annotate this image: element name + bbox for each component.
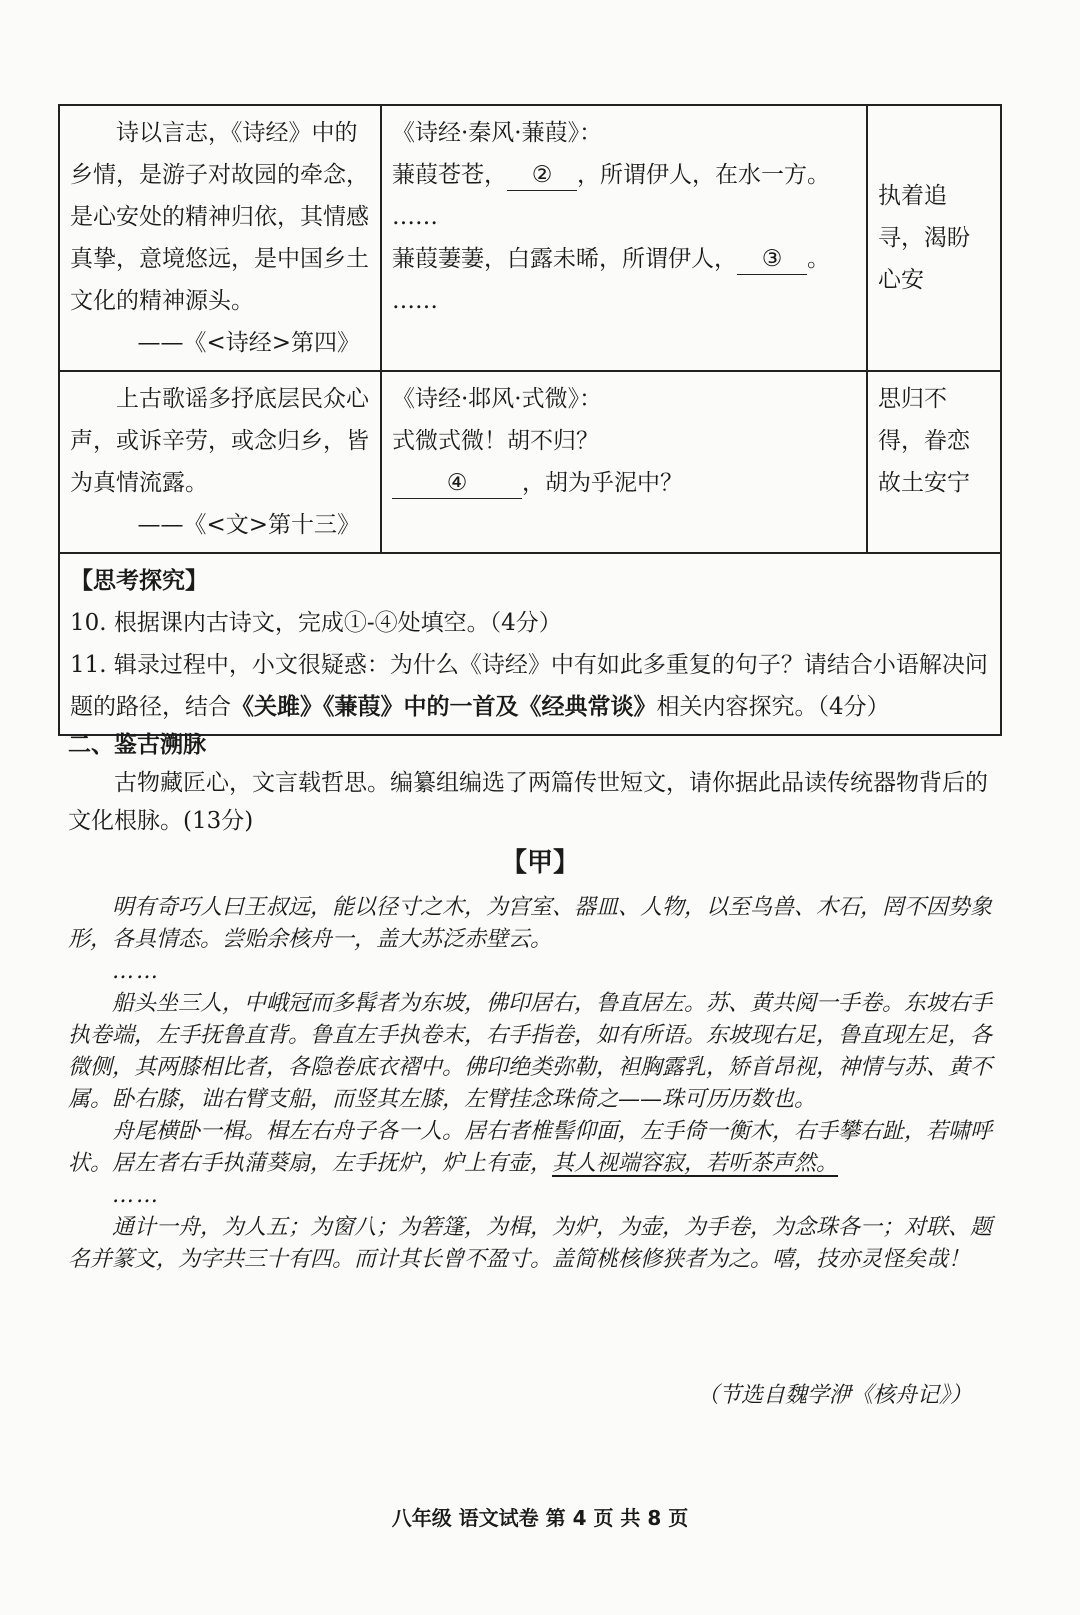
passage-paragraph: 明有奇巧人曰王叔远，能以径寸之木，为宫室、器皿、人物，以至鸟兽、木石，罔不因势象形，各具情态。尝贻余核舟一，盖大苏泛赤壁云。	[68, 895, 993, 952]
question-text: 相关内容探究。（4分）	[656, 694, 890, 720]
intro-text: 上古歌谣多抒底层民众心声，或诉辛劳，或念归乡，皆为真情流露。	[70, 386, 369, 496]
intro-source: ——《<文>第十三》	[137, 512, 360, 538]
theme-cell	[867, 105, 1001, 371]
ellipsis: ……	[112, 959, 160, 984]
poem-text: 蒹葭萋萋，白露未晞，所谓伊人，	[392, 246, 737, 272]
passage-paragraph: 通计一舟，为人五；为窗八；为箬篷，为楫，为炉，为壶，为手卷，为念珠各一；对联、题名并篆文，为字共三十有四。而计其长曾不盈寸。盖简桃核修狭者为之。嘻，技亦灵怪矣哉！	[68, 1215, 993, 1272]
poem-table	[58, 104, 1002, 736]
poem-cell	[381, 105, 867, 371]
poem-text: ，胡为乎泥中？	[522, 470, 683, 496]
poem-cell	[381, 371, 867, 553]
ellipsis: ……	[392, 204, 438, 230]
question-text: 11. 辑录过程中，小文很疑惑：为什么《诗经》中有如此多重复的句子？请结合小语解决问题的路径，结合	[70, 652, 988, 720]
passage-paragraph: 船头坐三人，中峨冠而多髯者为东坡，佛印居右，鲁直居左。苏、黄共阅一手卷。东坡右手执卷端，左手抚鲁直背。鲁直左手执卷末，右手指卷，如有所语。东坡现右足，鲁直现左足，各微侧，其两膝相比者，各隐卷底衣褶中。佛印绝类弥勒，袒胸露乳，矫首昂视，神情与苏、黄不属。卧右膝，诎右臂支船，而竖其左膝，左臂挂念珠倚之——珠可历历数也。	[68, 991, 993, 1112]
section-title: 二、鉴古溯脉	[68, 731, 206, 758]
poem-title: 《诗经·邶风·式微》：	[392, 386, 603, 412]
table-row	[59, 371, 1001, 553]
question-11	[70, 644, 990, 728]
poem-text: ，所谓伊人，在水一方。	[577, 162, 830, 188]
intro-cell	[59, 105, 381, 371]
ellipsis: ……	[392, 288, 438, 314]
poem-line	[392, 462, 856, 504]
poem-text: 。	[807, 246, 830, 272]
poem-title: 《诗经·秦风·蒹葭》：	[392, 120, 603, 146]
think-heading: 【思考探究】	[70, 567, 208, 594]
question-emphasis: 《关雎》《蒹葭》中的一首及《经典常谈》	[231, 693, 657, 720]
ellipsis: ……	[112, 1183, 160, 1208]
passage-label: 【甲】	[500, 848, 579, 878]
intro-text: 诗以言志，《诗经》中的乡情，是游子对故园的牵念，是心安处的精神归依，其情感真挚，意境悠远，是中国乡土文化的精神源头。	[70, 120, 369, 314]
fill-blank-2[interactable]: ②	[507, 160, 577, 191]
poem-line: 式微式微！胡不归？	[392, 428, 599, 454]
section-intro: 古物藏匠心，文言载哲思。编纂组编选了两篇传世短文，请你据此品读传统器物背后的文化根脉。(13分)	[68, 770, 988, 834]
intro-cell	[59, 371, 381, 553]
table-row	[59, 553, 1001, 735]
theme-text: 执着追寻，渴盼心安	[878, 183, 970, 293]
poem-line	[392, 238, 856, 280]
fill-blank-3[interactable]: ③	[737, 244, 807, 275]
theme-cell	[867, 371, 1001, 553]
poem-line	[392, 154, 856, 196]
theme-text: 思归不得，眷恋故土安宁	[878, 386, 970, 496]
underlined-sentence: 其人视端容寂，若听茶声然。	[552, 1151, 839, 1176]
poem-text: 蒹葭苍苍，	[392, 162, 507, 188]
page-footer: 八年级 语文试卷 第 4 页 共 8 页	[391, 1506, 689, 1530]
fill-blank-4[interactable]: ④	[392, 468, 522, 499]
passage-paragraph	[68, 1116, 998, 1180]
passage-text	[68, 892, 998, 1276]
passage-source: （节选自魏学洢《核舟记》）	[696, 1383, 972, 1408]
question-10: 10. 根据课内古诗文，完成①-④处填空。（4分）	[70, 610, 562, 636]
think-cell	[59, 553, 1001, 735]
intro-source: ——《<诗经>第四》	[137, 330, 360, 356]
passage-text-span: 舟尾横卧一楫。楫左右舟子各一人。居右者椎髻仰面，左手倚一衡木，右手攀右趾，若啸呼状。居左者右手执蒲葵扇，左手抚炉，炉上有壶，	[68, 1119, 993, 1176]
table-row	[59, 105, 1001, 371]
